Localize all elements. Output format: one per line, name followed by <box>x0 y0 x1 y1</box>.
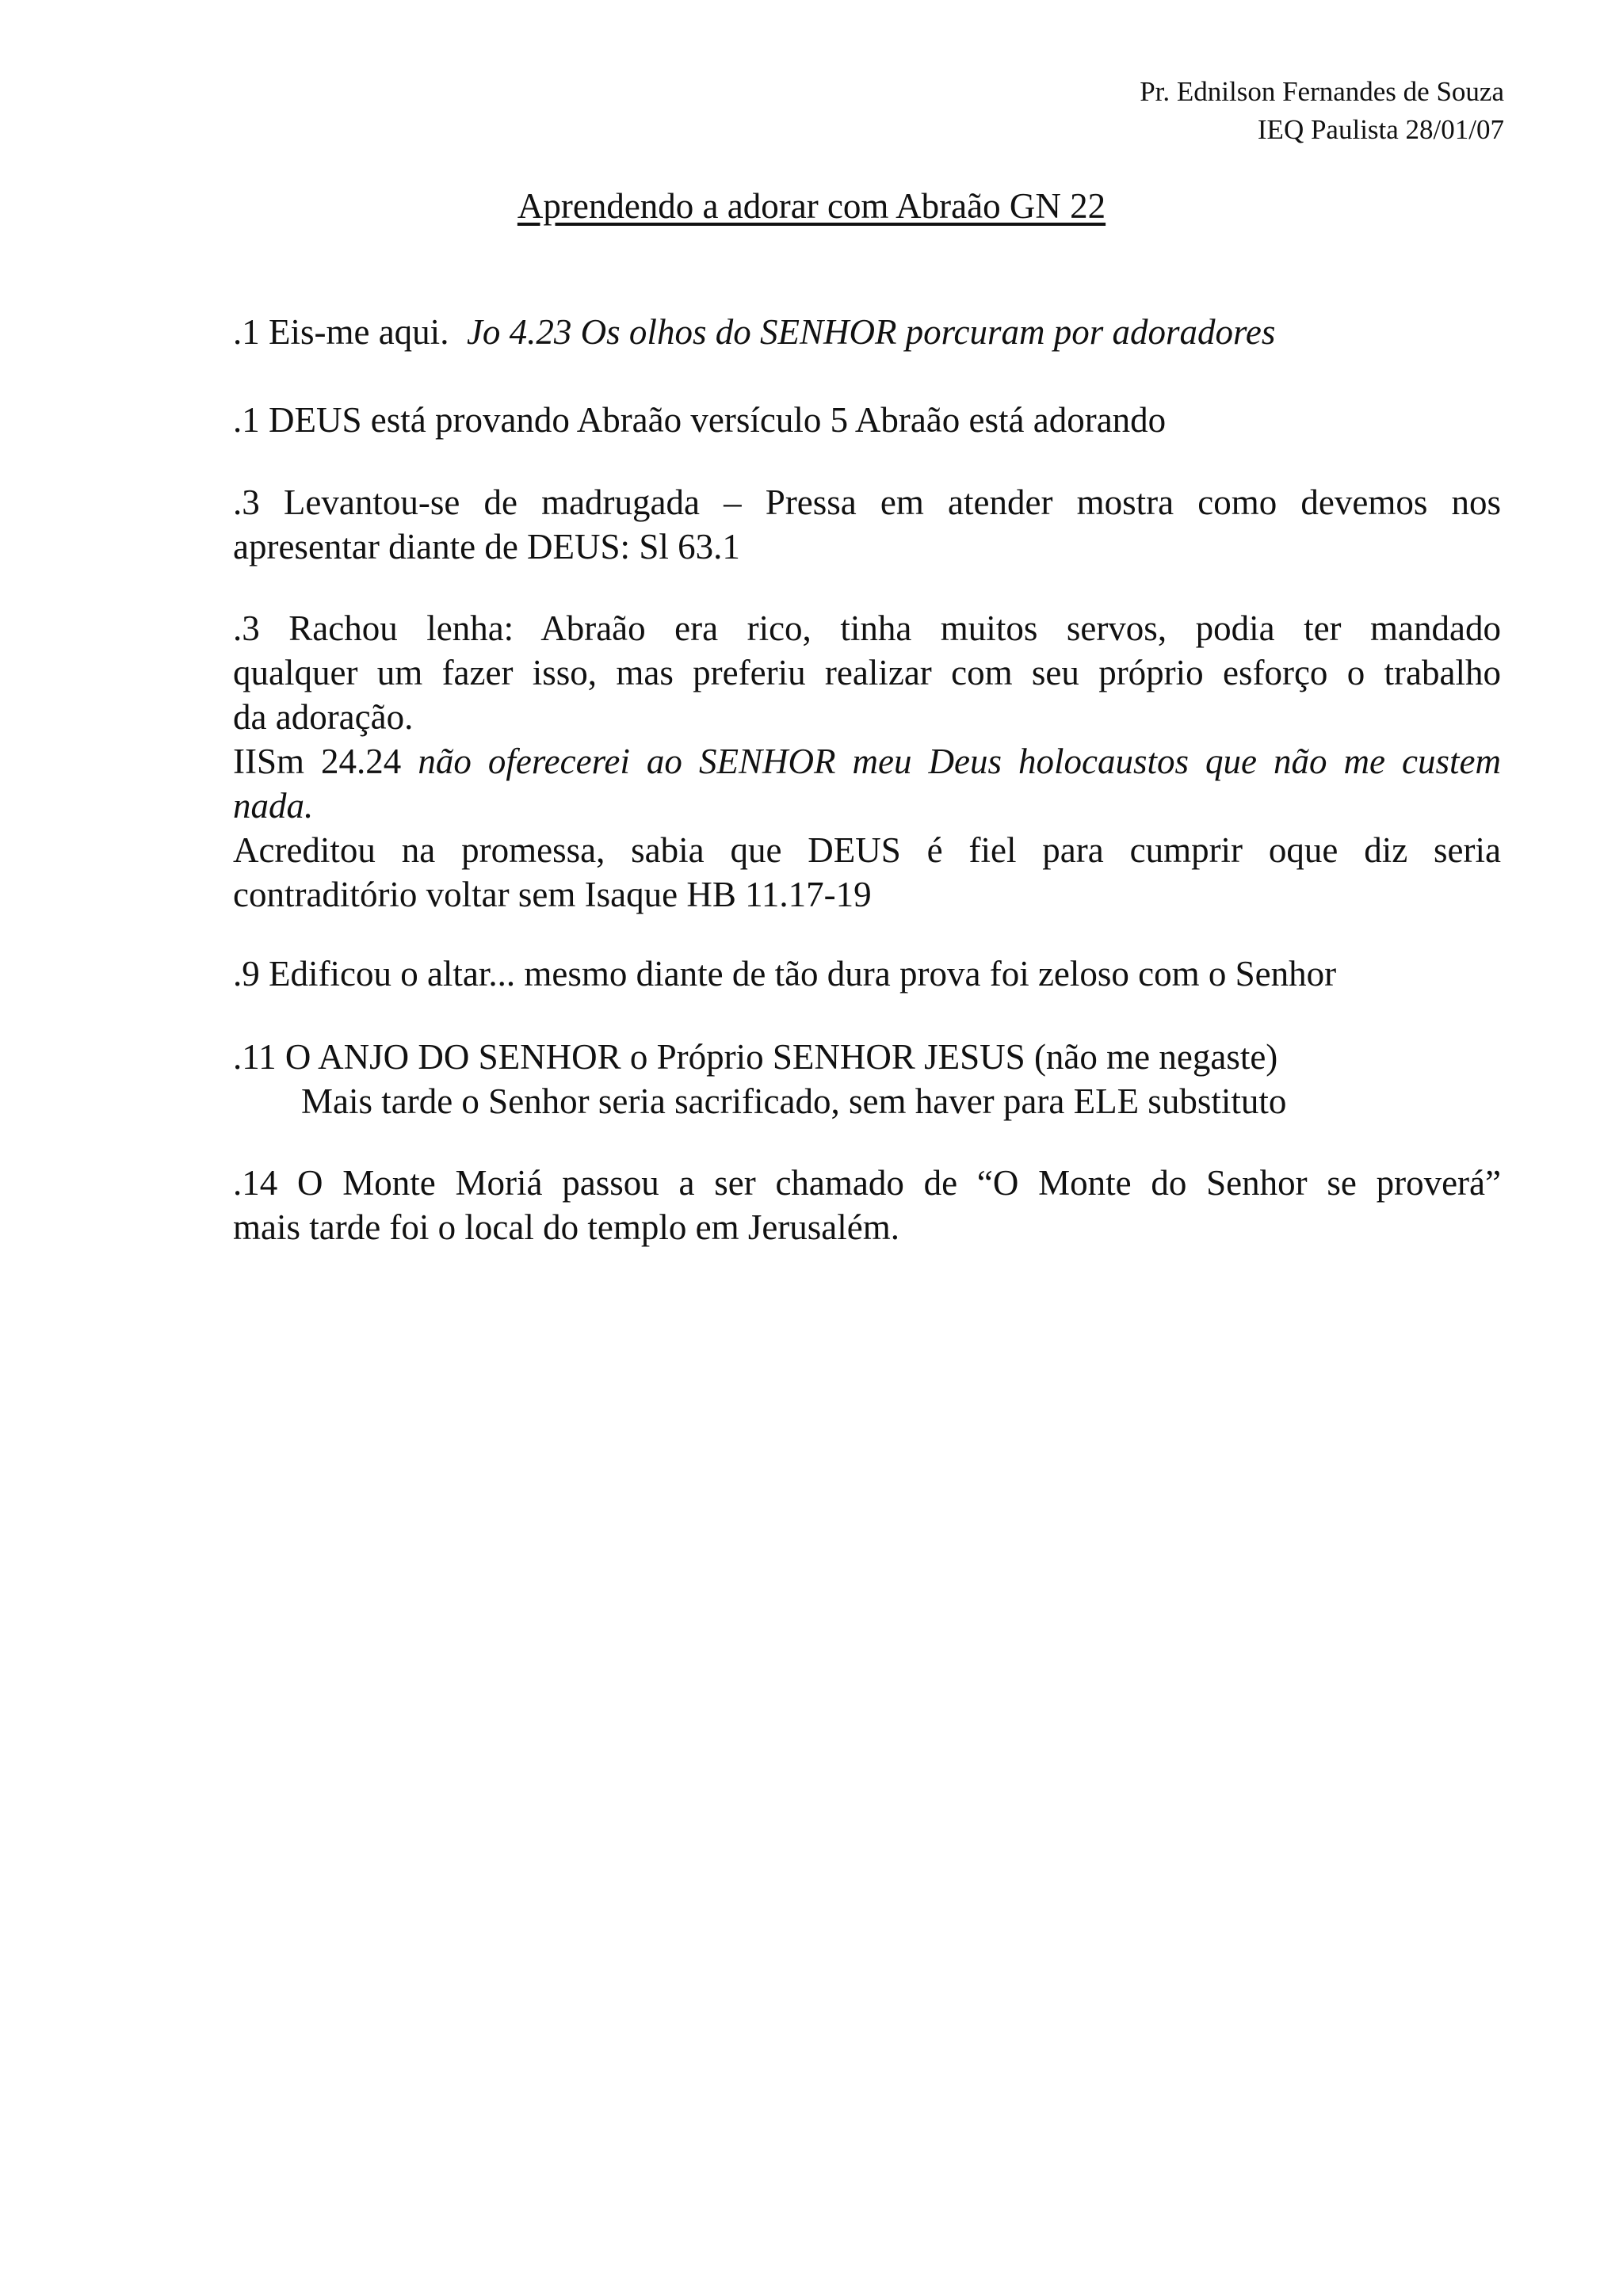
paragraph-1 <box>233 310 1501 354</box>
p7-line-2: mais tarde foi o local do templo em Jerusalém. <box>233 1207 900 1247</box>
document-title <box>0 182 1623 230</box>
p6-line-1: .11 O ANJO DO SENHOR o Próprio SENHOR JESUS (não me negaste) <box>233 1037 1278 1077</box>
church-date-line: IEQ Paulista 28/01/07 <box>1257 114 1504 145</box>
paragraph-3 <box>233 480 1501 569</box>
p4-ref-italic-2: nada. <box>233 786 314 826</box>
p3-line-1: .3 Levantou-se de madrugada – Pressa em atender mostra como devemos nos <box>233 482 1501 522</box>
paragraph-6 <box>233 1035 1501 1123</box>
p2-text: .1 DEUS está provando Abraão versículo 5 Abraão está adorando <box>233 400 1167 440</box>
author-line: Pr. Ednilson Fernandes de Souza <box>1140 76 1504 107</box>
p4-ref-lead: IISm 24.24 <box>233 742 418 781</box>
p4-line-3: da adoração. <box>233 697 414 737</box>
p4-reference-line <box>233 739 1501 784</box>
p1-lead: .1 Eis-me aqui. <box>233 312 449 352</box>
p3-line-2: apresentar diante de DEUS: Sl 63.1 <box>233 527 740 566</box>
title-text: Aprendendo a adorar com Abraão GN 22 <box>517 186 1106 226</box>
p7-line-1: .14 O Monte Moriá passou a ser chamado de “O Monte do Senhor se proverá” <box>233 1163 1501 1203</box>
p1-reference: Jo 4.23 Os olhos do SENHOR porcuram por adoradores <box>466 312 1276 352</box>
p5-text: .9 Edificou o altar... mesmo diante de tão dura prova foi zeloso com o Senhor <box>233 954 1337 994</box>
paragraph-2 <box>233 398 1501 442</box>
paragraph-4 <box>233 606 1501 917</box>
p6-line-2: Mais tarde o Senhor seria sacrificado, sem haver para ELE substituto <box>301 1081 1287 1121</box>
paragraph-5 <box>233 952 1501 996</box>
p4-line-1: .3 Rachou lenha: Abraão era rico, tinha muitos servos, podia ter mandado <box>233 608 1501 648</box>
p4-line-4: Acreditou na promessa, sabia que DEUS é fiel para cumprir oque diz seria <box>233 830 1501 870</box>
p4-line-5: contraditório voltar sem Isaque HB 11.17-19 <box>233 875 872 914</box>
p4-ref-italic-1: não oferecerei ao SENHOR meu Deus holocaustos que não me custem <box>418 742 1501 781</box>
header-block <box>1140 73 1504 149</box>
paragraph-7 <box>233 1161 1501 1249</box>
p4-line-2: qualquer um fazer isso, mas preferiu realizar com seu próprio esforço o trabalho <box>233 653 1501 692</box>
